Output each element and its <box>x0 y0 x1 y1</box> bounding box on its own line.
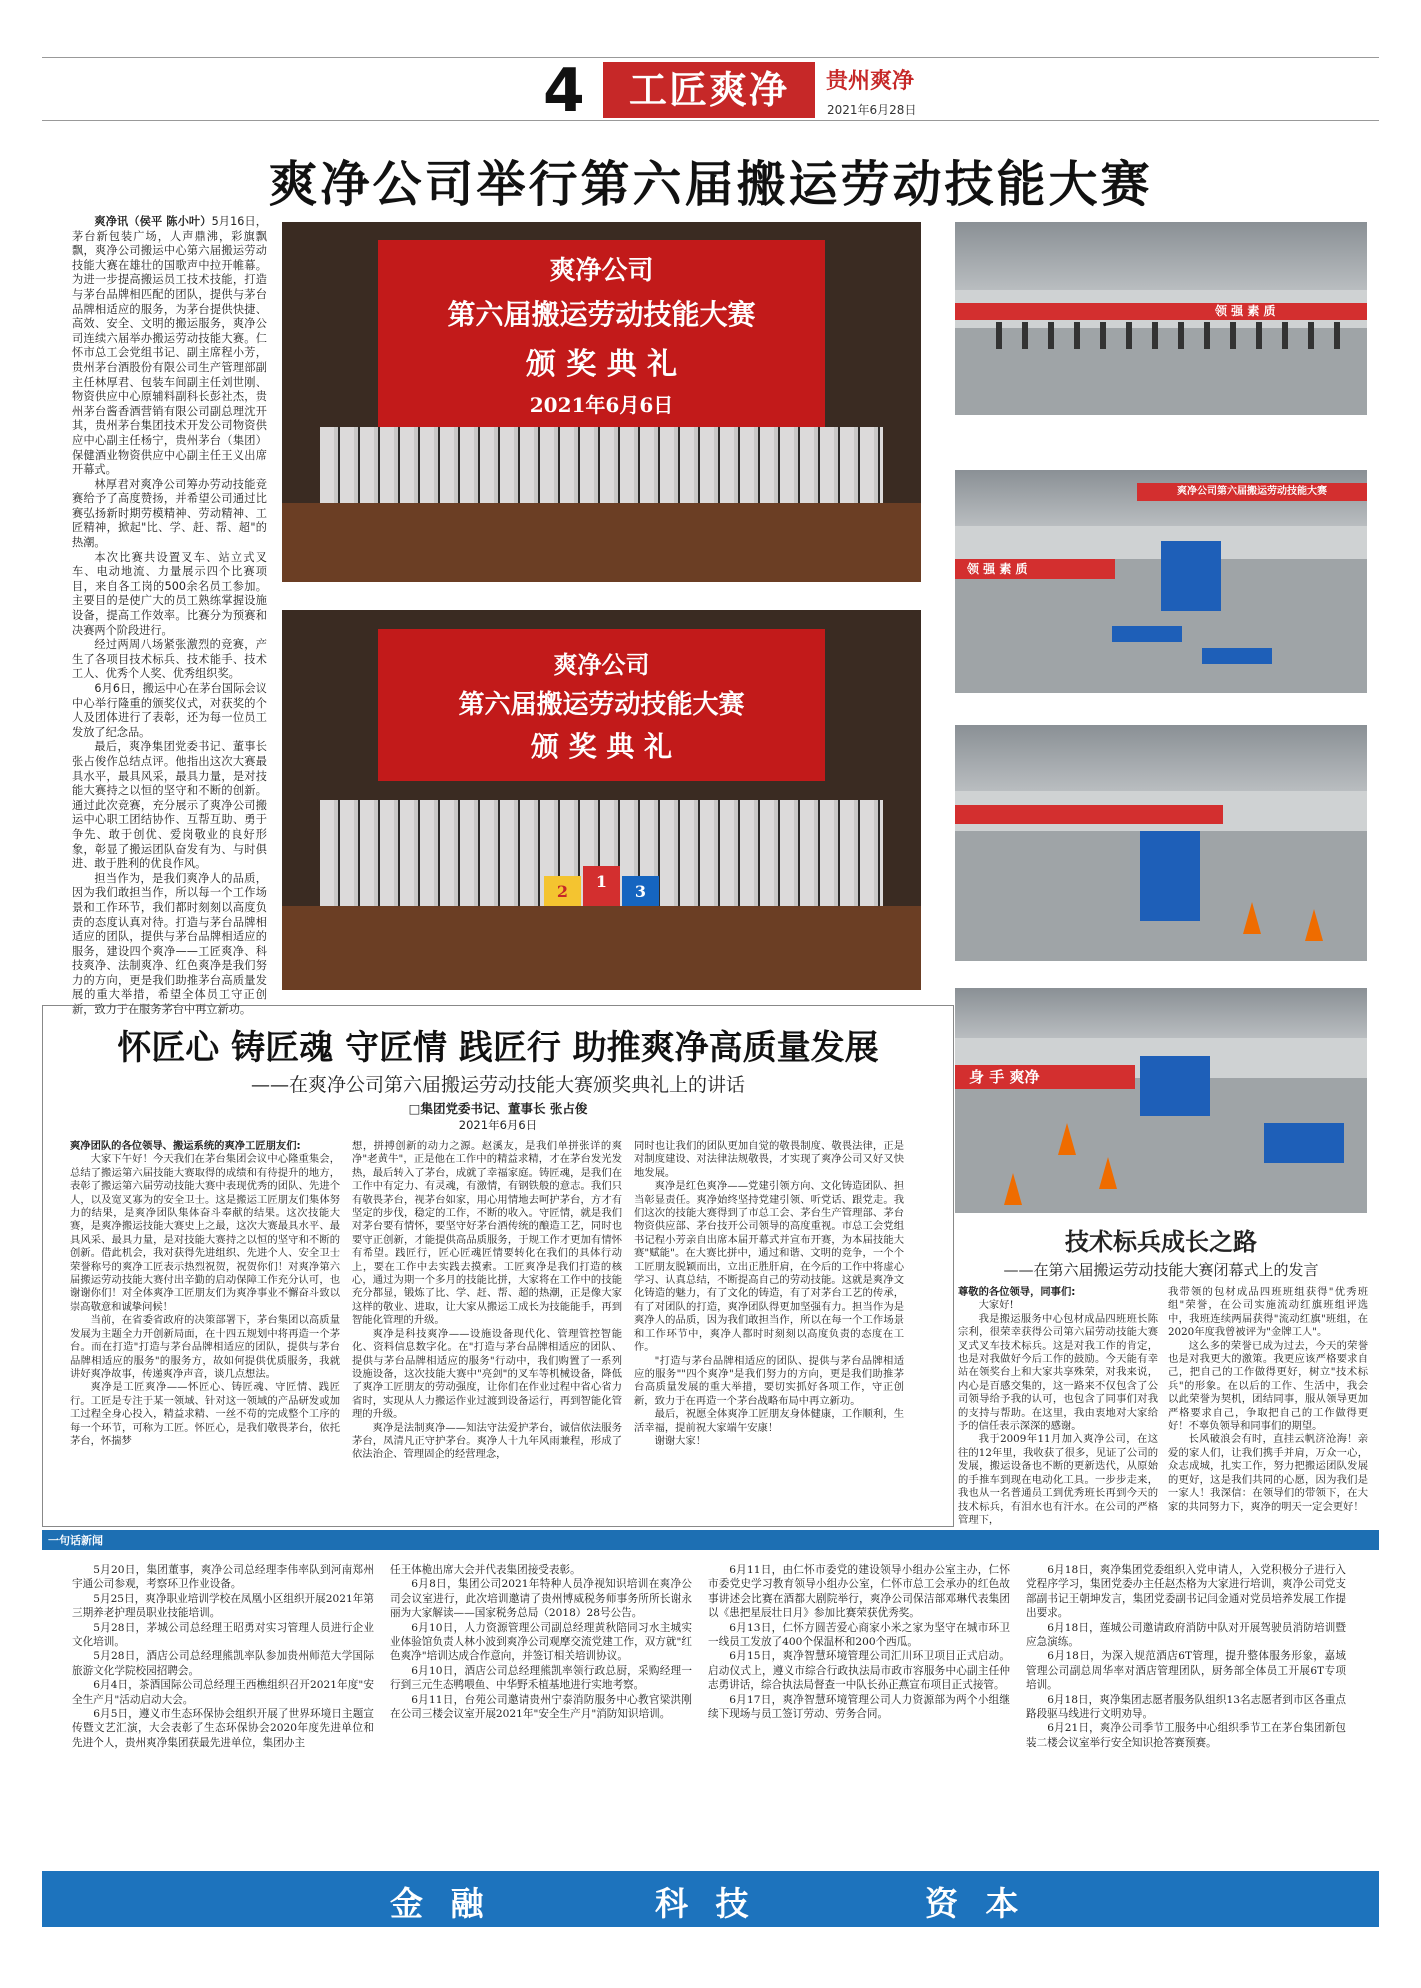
banner-line: 爽净公司 <box>549 255 654 286</box>
tech-title: 技术标兵成长之路 <box>1065 1227 1257 1256</box>
article-paragraph: 6月6日，搬运中心在茅台国际会议中心举行隆重的颁奖仪式，对获奖的个人及团体进行了表彰，还为每一位员工发放了纪念品。 <box>72 682 267 739</box>
photo-banner: 领 强 素 质 <box>955 559 1115 579</box>
news-item: 6月18日，爽净集团党委组织入党申请人，入党积极分子进行入党程序学习，集团党委办主任赵杰格为大家进行培训，爽净公司党支部副书记王朝坤发言，集团党委副书记闫金通对党员培养发展工作提出要求。 <box>1026 1564 1346 1620</box>
news-item: 6月4日，茶酒国际公司总经理王西樵组织召开2021年度"安全生产月"活动启动大会。 <box>72 1679 374 1706</box>
pallet <box>1112 626 1182 642</box>
tech-paragraph: 我是搬运服务中心包材成品四班班长陈宗利，很荣幸获得公司第六届劳动技能大赛叉式叉车技术标兵。这是对我工作的肯定，也是对我做好今后工作的鼓励。今天能有幸站在领奖台上和大家共享殊荣，对我来说，内心是百感交集的，这一路来不仅包含了公司领导给予我的认可，也包含了同事们对我的支持与帮助。在这里，我由衷地对大家给予的信任表示深深的感谢。 <box>958 1312 1158 1433</box>
news-item: 6月13日，仁怀方圆苦爱心商家小米之家为坚守在城市环卫一线员工发放了400个保温杯和200个西瓜。 <box>708 1621 1010 1649</box>
tech-column-1 <box>958 1286 1158 1527</box>
news-column-4 <box>1026 1563 1346 1750</box>
traffic-cone <box>1099 1157 1117 1189</box>
banner-line: 爽净公司 <box>553 650 650 679</box>
tech-salutation: 尊敬的各位领导，同事们: <box>958 1286 1076 1298</box>
news-item: 6月10日，酒店公司总经理熊凯率领行政总厨，采购经理一行到三元生态鸭喂鱼、中华野禾植基地进行实地考察。 <box>390 1664 692 1692</box>
speech-paragraph: 谢谢大家！ <box>654 1434 707 1447</box>
news-label: 一句话新闻 <box>48 1534 103 1547</box>
news-item: 6月15日，爽净智慧环境管理公司汇川环卫项目正式启动。启动仪式上，遵义市综合行政执法局市政市容服务中心副主任仲志勇讲话，综合执法局督查一中队长孙正燕宣布项目正式接管。 <box>708 1650 1010 1692</box>
speech-paragraph: 当前，在省委省政府的决策部署下，茅台集团以高质量发展为主题全力开创新局面，在十四五规划中将再造一个茅台。而在打造"打造与茅台品牌相适应的团队，提供与茅台品牌相适应的服务"的服务方，故如何提供优质服务，我就讲好爽净故事，传递爽净声音，谈几点想法。 <box>70 1314 340 1380</box>
speech-title: 怀匠心 铸匠魂 守匠情 践匠行 助推爽净高质量发展 <box>117 1028 879 1068</box>
speech-paragraph: "打造与茅台品牌相适应的团队、提供与茅台品牌相适应的服务""四个爽净"是我们努力的方向，更是我们助推茅台高质量发展的重大举措，要切实抓好各项工作，守正创新，致力于在再造一个茅台战略布局中再立新功。 <box>634 1354 904 1407</box>
article-paragraph: 本次比赛共设置叉车、站立式叉车、电动地流、力量展示四个比赛项目，来自各工岗的500余名员工参加。主要目的是使广大的员工熟练掌握设施设备，提高工作效率。比赛分为预赛和决赛两个阶段进行。 <box>72 550 267 637</box>
speech-paragraph: 爽净是科技爽净——设施设备现代化、管理管控智能化、资料信息数字化。在"打造与茅台品牌相适应的团队、提供与茅台品牌相适应的服务"行动中，我们购置了一系列设施设备，这次技能大赛中"亮剑"的叉车等机械设备，降低了爽净工匠朋友的劳动强度，让你们在作业过程中省心省力省时，实现从人力搬运作业过渡到设备运行，再到智能化管理的升级。 <box>352 1327 622 1421</box>
stage-floor <box>282 503 921 582</box>
page-number: 4 <box>543 56 585 126</box>
pallet <box>1202 648 1272 664</box>
news-item: 6月18日，莲城公司邀请政府消防中队对开展驾驶员消防培训暨应急演练。 <box>1026 1621 1346 1649</box>
news-item: 6月10日，人力资源管理公司副总经理黄秋陪同习水主城实业体验馆负责人林小波到爽净公司观摩交流党建工作，双方就"红色爽净"培训达成合作意向，并签订相关培训协议。 <box>390 1621 692 1663</box>
podium-second: 2 <box>544 876 581 914</box>
brand-logo: 贵州爽净 <box>826 68 915 94</box>
tech-paragraph: 这么多的荣誉已成为过去，今天的荣誉也是对我更大的激策。我更应该严格要求自己，把自己的工作做得更好，树立"技术标兵"的形象。在以后的工作、生活中，我会以此荣誉为契机，团结同事，服从领导更加严格要求自己，争取把自己的工作做得更好！不辜负领导和同事们的期望。 <box>1168 1339 1368 1433</box>
pallet-stack <box>1140 1056 1210 1116</box>
stage-floor <box>282 906 921 990</box>
news-item: 6月5日，遵义市生态环保协会组织开展了世界环境日主题宣传暨文艺汇演，大会表彰了生态环保协会2020年度先进单位和先进个人，贵州爽净集团获最先进单位，集团办主 <box>72 1708 374 1749</box>
pallet-course-photo <box>955 988 1367 1213</box>
speech-paragraph: 同时也让我们的团队更加自觉的敬畏制度、敬畏法律，正是对制度建设、对法律法规敬畏，才实现了爽净公司又好又快地发展。 <box>634 1140 904 1179</box>
speech-paragraph: 最后，祝愿全体爽净工匠朋友身体健康，工作顺利，生活幸福，提前祝大家端午安康！ <box>634 1408 904 1434</box>
article-paragraph: 5月16日，茅台新包装广场，人声鼎沸，彩旗飘飘，爽净公司搬运中心第六届搬运劳动技能大赛在雄壮的国歌声中拉开帷幕。为进一步提高搬运员工技术技能，打造与茅台品牌相匹配的团队，提供与茅台品牌相适应的服务，为茅台提供快捷、高效、安全、文明的搬运服务，爽净公司连续六届举办搬运劳动技能大赛。仁怀市总工会党组书记、副主席程小芳，贵州茅台酒股份有限公司生产管理部副主任林厚君、包装车间副主任刘世刚、物资供应中心原辅料副科长彭社杰，贵州茅台酱香酒营销有限公司副总理沈开其，贵州茅台集团技术开发公司物资供应中心副主任杨宁，贵州茅台（集团）保健酒业物资供应中心副主任王义出席开幕式。 <box>72 215 267 477</box>
footer-item-tech: 科 技 <box>655 1884 757 1923</box>
tech-subtitle: ——在第六届搬运劳动技能大赛闭幕式上的发言 <box>1003 1261 1319 1279</box>
tech-paragraph: 我于2009年11月加入爽净公司，在这往的12年里，我收获了很多，见证了公司的发展，搬运设备也不断的更新迭代，从原始的手推车到现在电动化工具。一步步走来，我也从一名普通员工到优秀班长再到今天的技术标兵，有泪水也有汗水。在公司的严格管理下， <box>958 1433 1158 1526</box>
article-paragraph: 林厚君对爽净公司筹办劳动技能竞赛给予了高度赞扬，并希望公司通过比赛弘扬新时期劳模精神、劳动精神、工匠精神，掀起"比、学、赶、帮、超"的热潮。 <box>72 477 267 550</box>
article-paragraph: 经过两周八场紧张激烈的竞赛，产生了各项目技术标兵、技术能手、技术工人、优秀个人奖、优秀组织奖。 <box>72 638 267 681</box>
banner-line: 第六届搬运劳动技能大赛 <box>458 690 745 720</box>
photo-banner <box>955 805 1223 824</box>
speech-paragraph: 爽净是法制爽净——知法守法爱护茅台，诚信依法服务茅台，凤清凡正守护茅台。爽净人十九年风雨兼程，形成了依法治企、管理固企的经营理念， <box>352 1421 622 1461</box>
footer-item-capital: 资 本 <box>925 1884 1027 1923</box>
section-title: 工匠爽净 <box>603 62 815 118</box>
banner-line: 颁 奖 典 礼 <box>530 730 673 763</box>
article-byline: 爽净讯（侯平 陈小叶） <box>94 215 212 228</box>
news-item: 6月8日，集团公司2021年特种人员净视知识培训在爽净公司会议室进行，此次培训邀请了贵州博威税务师事务所所长谢永丽为大家解读——国家税务总局（2018）28号公告。 <box>390 1578 692 1620</box>
main-article <box>72 215 267 1018</box>
masthead-rule <box>42 57 1379 58</box>
traffic-cone <box>1058 1123 1076 1155</box>
traffic-cone <box>1305 909 1323 941</box>
pallet-stack <box>1140 831 1200 921</box>
podium-first: 1 <box>583 866 620 914</box>
forklift <box>1161 541 1221 611</box>
issue-date: 2021年6月28日 <box>827 103 917 117</box>
article-paragraph: 担当作为，是我们爽净人的品质，因为我们敢担当作，所以每一个工作场景和工作环节，我们都时刻刻以高度负责的态度认真对待。打造与茅台品牌相适应的团队，提供与茅台品牌相适应的服务，建设四个爽净——工匠爽净、科技爽净、法制爽净、红色爽净是我们努力的方向，更是我们助推茅台高质量发展的重大举措，希望全体员工守正创新，致力于在服务茅台中再立新功。 <box>72 871 267 1017</box>
footer-item-finance: 金 融 <box>390 1884 492 1923</box>
speech-salutation: 爽净团队的各位领导、搬运系统的爽净工匠朋友们: <box>70 1140 301 1152</box>
header-rule <box>42 120 1379 121</box>
traffic-cone <box>1004 1173 1022 1205</box>
race-photo <box>955 222 1367 415</box>
news-item: 6月21日，爽净公司季节工服务中心组织季节工在茅台集团新包装二楼会议室举行安全知识抢答赛预赛。 <box>1026 1722 1346 1749</box>
news-item: 5月25日，爽净职业培训学校在凤凰小区组织开展2021年第三期养老护理员职业技能培训。 <box>72 1592 374 1620</box>
podium-photo <box>282 610 921 990</box>
news-item: 6月11日，台苑公司邀请贵州宁泰消防服务中心教官梁洪刚在公司三楼会议室开展2021年"安全生产月"消防知识培训。 <box>390 1693 692 1721</box>
news-item: 6月17日，爽净智慧环境管理公司人力资源部为两个小组继续下现场与员工签订劳动、劳务合同。 <box>708 1693 1010 1721</box>
photo-banner: 爽净公司第六届搬运劳动技能大赛 <box>1137 483 1367 501</box>
speech-subtitle: ——在爽净公司第六届搬运劳动技能大赛颁奖典礼上的讲话 <box>250 1074 745 1096</box>
traffic-cone <box>1243 902 1261 934</box>
news-item: 6月18日，为深入规范酒店6T管理，提升整体服务形象，嘉域管理公司副总周华率对酒店管理团队，厨务部全体员工开展6T专项培训。 <box>1026 1650 1346 1692</box>
photo-banner: 身 手 爽净 <box>955 1065 1135 1089</box>
speech-paragraph: 想，拼搏创新的动力之源。赵溪友，是我们单拼张详的爽净"老黄牛"，正是他在工作中的精益求精，才在茅台发光发热，最后转入了茅台，成就了幸福家庭。铸匠魂，是我们在工作中有定力、有灵魂，有激情，有钢铁般的意志。我们只有敬畏茅台，视茅台如家，用心用情地去呵护茅台，方才有坚定的步伐，稳定的工作，不断的收入。守匠情，就是我们对茅台要有情怀，要坚守好茅台酒传统的酿造工艺，同时也要守正创新，才能提供高品质服务，于规工作才更加有情怀有希望。践匠行，匠心匠魂匠情要转化在我们的具体行动上，要在工作中去实践去摸索。工匠爽净是我们打造的核心，通过为期一个多月的技能比拼，大家将在工作中的技能充分都显，锻炼了比、学、赶、帮、超的热潮，正是像大家这样的敬业、进取，让大家从搬运工成长为技能能手，再到智能化管理的升级。 <box>352 1140 622 1327</box>
banner-line: 2021年6月6日 <box>529 392 674 417</box>
speech-date: 2021年6月6日 <box>458 1118 538 1132</box>
award-ceremony-photo <box>282 222 921 582</box>
tech-paragraph: 我带领的包材成品四班班组获得"优秀班组"荣誉，在公司实施流动红旗班组评选中，我班连续两届获得"流动红旗"班组，在2020年度我曾被评为"金牌工人"。 <box>1168 1286 1368 1339</box>
news-column-2 <box>390 1563 692 1721</box>
tech-paragraph: 大家好! <box>978 1299 1014 1312</box>
photo-banner: 领 强 素 质 <box>955 303 1367 320</box>
news-column-3 <box>708 1563 1010 1721</box>
article-paragraph: 最后，爽净集团党委书记、董事长张占俊作总结点评。他指出这次大赛最具水平，最具风采，最具力量，是对技能大赛持之以恒的坚守和不断的创新。通过此次竞赛，充分展示了爽净公司搬运中心职工团结协作、互帮互助、勇于争先、敢于创优、爱岗敬业的良好形象，彰显了搬运团队奋发有为、与时俱进、敢于胜利的优良作风。 <box>72 740 267 871</box>
tech-paragraph: 长风破浪会有时，直挂云帆济沧海！亲爱的家人们，让我们携手并肩，万众一心，众志成城，扎实工作，努力把搬运团队发展的更好，这是我们共同的心愿，因为我们是一家人！我深信：在领导们的带领下，在大家的共同努力下，爽净的明天一定会更好！ <box>1168 1433 1368 1513</box>
news-item: 5月28日，酒店公司总经理熊凯率队参加贵州师范大学国际旅游文化学院校园招聘会。 <box>72 1650 374 1677</box>
banner-line: 第六届搬运劳动技能大赛 <box>447 297 756 331</box>
speech-column-2 <box>352 1140 622 1462</box>
news-item: 6月18日，爽净集团志愿者服务队组织13名志愿者到市区各重点路段驱马线进行文明劝导。 <box>1026 1693 1346 1721</box>
news-column-1 <box>72 1563 374 1750</box>
page-headline: 爽净公司举行第六届搬运劳动技能大赛 <box>268 155 1153 213</box>
podium-third: 3 <box>622 876 659 914</box>
speech-paragraph: 大家下午好！今天我们在茅台集团会议中心隆重集会，总结了搬运第六届技能大赛取得的成绩和有待提升的地方，表彰了搬运第六届劳动技能大赛中表现优秀的团队、先进个人，以及宽叉寡为的安全卫士。这是搬运工匠朋友们集体努力的结果，是爽净团队集体奋斗奉献的结果。这次技能大赛，是爽净搬运技能大赛史上之最，这次大赛最具水平、最具风采、最具力量，是对技能大赛持之以恒的坚守和不断的创新。借此机会，我对获得先进组织、先进个人、安全卫士荣誉称号的爽净工匠表示热烈祝贺，祝贺你们！对爽净第六届搬运劳动技能大赛付出辛勤的启动保障工作充分认可，也谢谢你们！对全体爽净工匠朋友们为爽净事业不懈奋斗致以崇高敬意和诚挚问候！ <box>70 1153 340 1313</box>
news-item: 5月28日，茅城公司总经理王昭勇对实习管理人员进行企业文化培训。 <box>72 1621 374 1649</box>
news-item: 任王体桅出席大会并代表集团接受表彰。 <box>390 1564 581 1576</box>
tech-column-2 <box>1168 1286 1368 1514</box>
forklift-photo <box>955 470 1367 693</box>
electric-pallet-photo <box>955 725 1367 961</box>
pallet-stack <box>1264 1123 1344 1163</box>
speech-author: □集团党委书记、董事长 张占俊 <box>408 1101 588 1116</box>
speech-column-3 <box>634 1140 904 1448</box>
speech-paragraph: 爽净是工匠爽净——怀匠心、铸匠魂、守匠情、践匠行。工匠是专注于某一领域、针对这一领域的产品研发或加工过程全身心投入，精益求精、一丝不苟的完成整个工序的每一个环节，可称为工匠。怀匠心，是我们敬畏茅台，依托茅台，怀揣梦 <box>70 1381 340 1447</box>
speech-column-1 <box>70 1140 340 1448</box>
banner-line: 颁 奖 典 礼 <box>525 346 678 382</box>
contestants <box>996 322 1346 349</box>
news-item: 5月20日，集团董事，爽净公司总经理李伟率队到河南郑州宇通公司参观，考察环卫作业设备。 <box>72 1564 374 1591</box>
news-item: 6月11日，由仁怀市委党的建设领导小组办公室主办，仁怀市委党史学习教育领导小组办公室，仁怀市总工会承办的红色故事讲述会比赛在酒都大剧院举行，爽净公司保洁部邓琳代表集团以《患把星辰壮日月》参加比赛荣获优秀奖。 <box>708 1564 1010 1620</box>
speech-paragraph: 爽净是红色爽净——党建引领方向、文化铸造团队、担当彰显责任。爽净始终坚持党建引领、听党话、跟党走。我们这次的技能大赛得到了市总工会、茅台生产管理部、茅台物资供应部、茅台技开公司领导的高度重视。市总工会党组书记程小芳亲自出席本届开幕式并宣布开赛，为本届技能大赛"赋能"。在大赛比拼中，通过和谐、文明的竞争，一个个工匠朋友脱颖而出，立出正胜肝肩，在今后的工作中将虚心学习、认真总结，不断提高自己的劳动技能。这就是爽净文化铸造的魅力，有了文化的铸造，有了对茅台工艺的传承，有了对团队的打造，爽净团队得更加坚强有力。担当作为是爽净人的品质，因为我们敢担当作，所以在每一个工作场景和工作环节中，爽净人都时时刻刻以高度负责的态度在工作。 <box>634 1180 904 1354</box>
news-bar <box>42 1530 1379 1550</box>
